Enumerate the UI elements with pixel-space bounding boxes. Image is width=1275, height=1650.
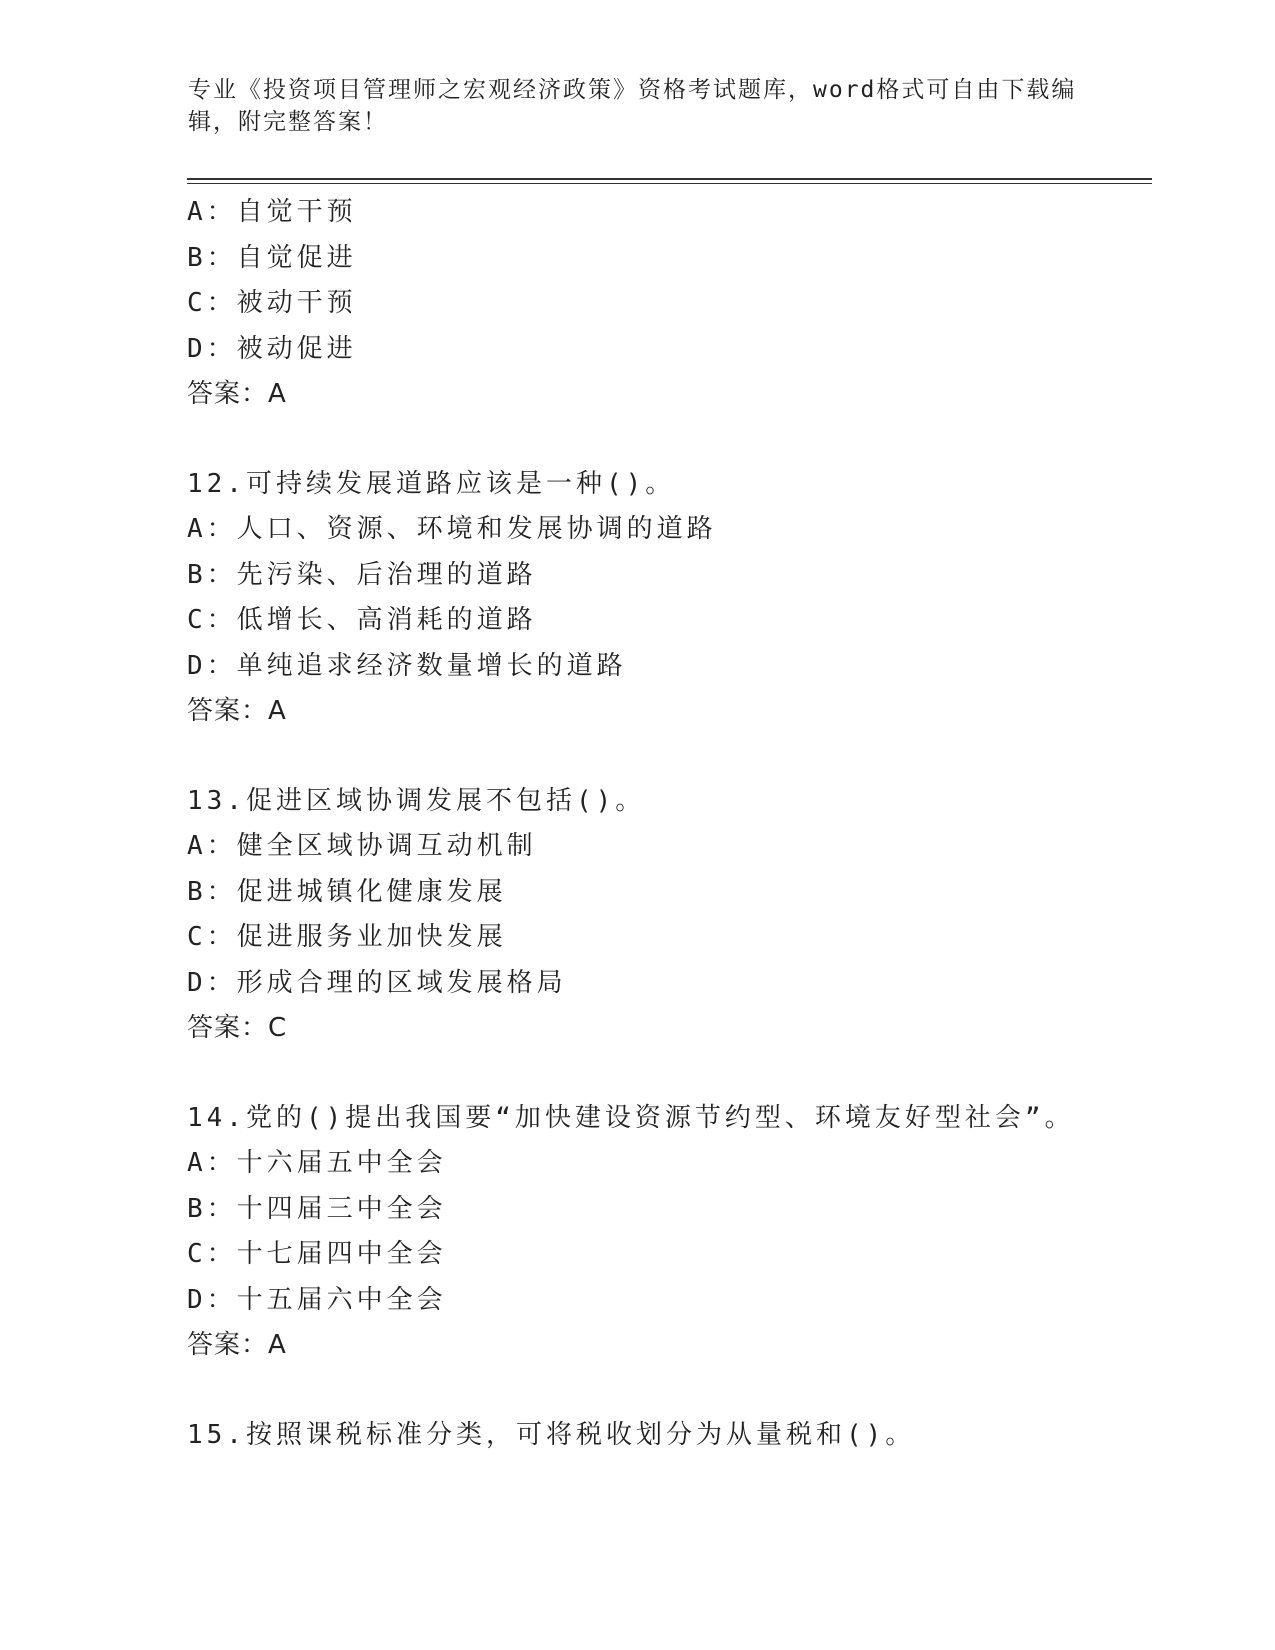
answer-line: 答案：A [187, 696, 287, 726]
answer-line: 答案：A [187, 379, 287, 409]
option-d: D：十五届六中全会 [187, 1284, 447, 1315]
question-text: 13.促进区域协调发展不包括()。 [187, 785, 646, 816]
question-14 [187, 1096, 1147, 1369]
option-d: D：形成合理的区域发展格局 [187, 967, 567, 998]
header-divider-thin [187, 183, 1152, 184]
option-d: D：单纯追求经济数量增长的道路 [187, 650, 627, 681]
document-header [188, 74, 1088, 138]
question-list [187, 190, 1147, 1458]
header-divider [187, 178, 1152, 180]
question-13 [187, 779, 1147, 1052]
option-c: C：低增长、高消耗的道路 [187, 605, 537, 635]
option-b: B：自觉促进 [187, 242, 357, 273]
option-c: C：十七届四中全会 [187, 1239, 447, 1269]
answer-line: 答案：A [187, 1330, 287, 1360]
header-line-2: 辑，附完整答案！ [188, 109, 388, 135]
option-a: A：人口、资源、环境和发展协调的道路 [187, 514, 717, 544]
header-line-1: 专业《投资项目管理师之宏观经济政策》资格考试题库，word格式可自由下载编 [188, 77, 1077, 103]
option-b: B：十四届三中全会 [187, 1193, 447, 1224]
question-text: 15.按照课税标准分类，可将税收划分为从量税和()。 [187, 1419, 916, 1450]
question-15 [187, 1413, 1147, 1459]
question-11 [187, 190, 1147, 418]
option-a: A：十六届五中全会 [187, 1148, 447, 1178]
question-12 [187, 462, 1147, 735]
option-a: A：健全区域协调互动机制 [187, 831, 537, 861]
option-b: B：先污染、后治理的道路 [187, 559, 537, 590]
option-b: B：促进城镇化健康发展 [187, 876, 507, 907]
question-text: 14.党的()提出我国要“加快建设资源节约型、环境友好型社会”。 [187, 1102, 1075, 1133]
option-c: C：促进服务业加快发展 [187, 922, 507, 952]
option-d: D：被动促进 [187, 333, 357, 364]
question-text: 12.可持续发展道路应该是一种()。 [187, 468, 676, 499]
option-a: A：自觉干预 [187, 197, 357, 227]
answer-line: 答案：C [187, 1013, 288, 1043]
option-c: C：被动干预 [187, 288, 357, 318]
